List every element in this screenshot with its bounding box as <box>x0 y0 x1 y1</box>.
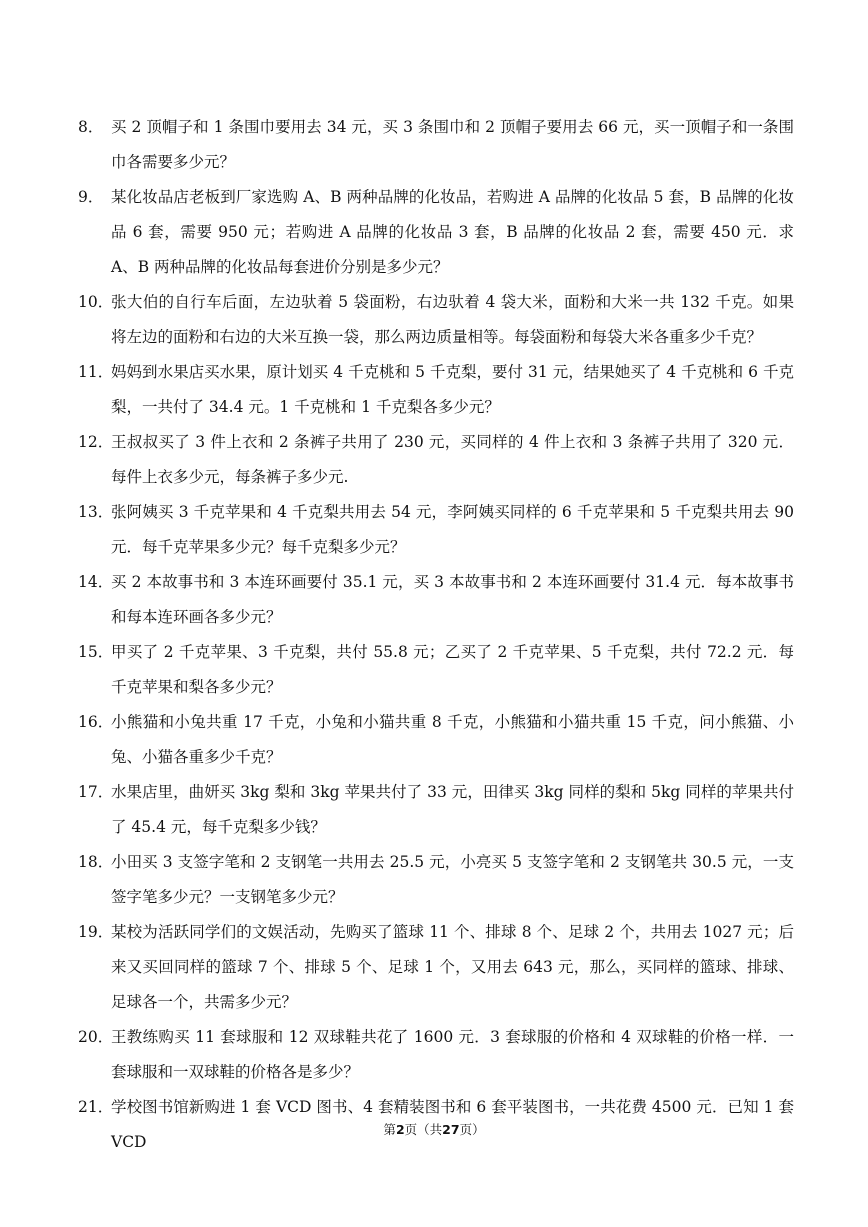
problem-text: 某校为活跃同学们的文娱活动，先购买了篮球 11 个、排球 8 个、足球 2 个，共用去 1027 元；后来又买回同样的篮球 7 个、排球 5 个、足球 1 个，又用去 643 元，那么，买同样的篮球、排球、足球各一个，共需多少元？ <box>111 923 794 1011</box>
problem-number: 13． <box>78 503 114 521</box>
problem-item <box>78 495 794 565</box>
problem-text: 张大伯的自行车后面，左边驮着 5 袋面粉，右边驮着 4 袋大米，面粉和大米一共 132 千克。如果将左边的面粉和右边的大米互换一袋，那么两边质量相等。每袋面粉和每袋大米各重多少千克？ <box>111 293 794 346</box>
footer-total-pages: 27 <box>442 1122 460 1137</box>
problem-item <box>78 1020 794 1090</box>
problem-text: 张阿姨买 3 千克苹果和 4 千克梨共用去 54 元，李阿姨买同样的 6 千克苹果和 5 千克梨共用去 90 元．每千克苹果多少元？每千克梨多少元？ <box>111 503 794 556</box>
problem-number: 16． <box>78 713 114 731</box>
problem-text: 小田买 3 支签字笔和 2 支钢笔一共用去 25.5 元，小亮买 5 支签字笔和 2 支钢笔共 30.5 元，一支签字笔多少元？一支钢笔多少元？ <box>111 853 794 906</box>
problem-number: 11． <box>78 363 114 381</box>
problem-item <box>78 635 794 705</box>
problem-item <box>78 915 794 1020</box>
problem-number: 18． <box>78 853 114 871</box>
problem-item <box>78 285 794 355</box>
problem-number: 9． <box>78 188 104 206</box>
problem-text: 王叔叔买了 3 件上衣和 2 条裤子共用了 230 元，买同样的 4 件上衣和 3 条裤子共用了 320 元．每件上衣多少元，每条裤子多少元. <box>111 433 794 486</box>
problem-number: 12． <box>78 433 114 451</box>
page-footer <box>0 1120 868 1138</box>
problem-text: 买 2 顶帽子和 1 条围巾要用去 34 元，买 3 条围巾和 2 顶帽子要用去 66 元，买一顶帽子和一条围巾各需要多少元？ <box>111 118 794 171</box>
footer-middle: 页（共 <box>404 1122 443 1137</box>
problem-number: 21． <box>78 1098 114 1116</box>
problem-item <box>78 705 794 775</box>
problem-number: 19． <box>78 923 114 941</box>
problem-item <box>78 775 794 845</box>
problem-number: 17． <box>78 783 114 801</box>
problem-list <box>78 110 794 1160</box>
problem-text: 水果店里，曲妍买 3kg 梨和 3kg 苹果共付了 33 元，田律买 3kg 同样的梨和 5kg 同样的苹果共付了 45.4 元，每千克梨多少钱？ <box>111 783 794 836</box>
problem-number: 14． <box>78 573 114 591</box>
problem-number: 15． <box>78 643 114 661</box>
problem-item <box>78 425 794 495</box>
problem-number: 20． <box>78 1028 114 1046</box>
problem-text: 甲买了 2 千克苹果、3 千克梨，共付 55.8 元；乙买了 2 千克苹果、5 千克梨，共付 72.2 元．每千克苹果和梨各多少元？ <box>111 643 794 696</box>
problem-item <box>78 355 794 425</box>
problem-text: 妈妈到水果店买水果，原计划买 4 千克桃和 5 千克梨，要付 31 元，结果她买了 4 千克桃和 6 千克梨，一共付了 34.4 元。1 千克桃和 1 千克梨各多少元？ <box>111 363 794 416</box>
problem-text: 王教练购买 11 套球服和 12 双球鞋共花了 1600 元．3 套球服的价格和 4 双球鞋的价格一样．一套球服和一双球鞋的价格各是多少？ <box>111 1028 794 1081</box>
problem-item <box>78 565 794 635</box>
problem-item <box>78 180 794 285</box>
problem-number: 10． <box>78 293 114 311</box>
problem-text: 某化妆品店老板到厂家选购 A、B 两种品牌的化妆品，若购进 A 品牌的化妆品 5 套，B 品牌的化妆品 6 套，需要 950 元；若购进 A 品牌的化妆品 3 套，B 品牌的化妆品 2 套，需要 450 元．求 A、B 两种品牌的化妆品每套进价分别是多少元？ <box>111 188 794 276</box>
problem-number: 8． <box>78 118 104 136</box>
problem-text: 小熊猫和小兔共重 17 千克，小兔和小猫共重 8 千克，小熊猫和小猫共重 15 千克，问小熊猫、小兔、小猫各重多少千克？ <box>111 713 794 766</box>
footer-page-number: 2 <box>395 1122 405 1137</box>
footer-prefix: 第 <box>383 1122 396 1137</box>
problem-text: 买 2 本故事书和 3 本连环画要付 35.1 元，买 3 本故事书和 2 本连环画要付 31.4 元．每本故事书和每本连环画各多少元？ <box>111 573 794 626</box>
problem-item <box>78 110 794 180</box>
footer-suffix: 页） <box>459 1122 485 1137</box>
problem-item <box>78 845 794 915</box>
problem-text: 学校图书馆新购进 1 套 VCD 图书、4 套精装图书和 6 套平装图书，一共花费 4500 元．已知 1 套 VCD <box>111 1098 794 1151</box>
